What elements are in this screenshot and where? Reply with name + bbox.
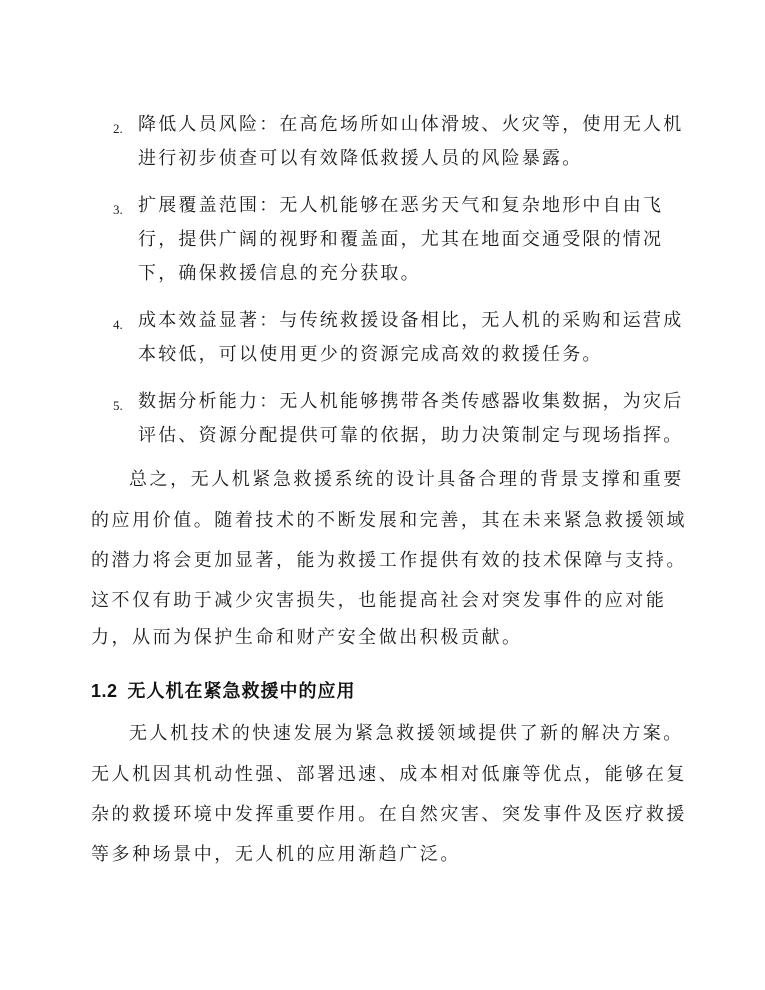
list-item-line: 行，提供广阔的视野和覆盖面，尤其在地面交通受限的情况 bbox=[138, 229, 664, 250]
list-item-number: 3. bbox=[113, 202, 123, 217]
list-item-line: 成本效益显著：与传统救援设备相比，无人机的采购和运营成 bbox=[138, 310, 684, 331]
paragraph-line: 杂的救援环境中发挥重要作用。在自然灾害、突发事件及医疗救援 bbox=[91, 804, 687, 825]
list-item-number: 4. bbox=[113, 317, 123, 332]
section-title: 无人机在紧急救援中的应用 bbox=[127, 681, 356, 702]
list-item-number: 2. bbox=[113, 121, 123, 136]
list-item-line: 扩展覆盖范围：无人机能够在恶劣天气和复杂地形中自由飞 bbox=[138, 195, 664, 216]
list-item-line: 评估、资源分配提供可靠的依据，助力决策制定与现场指挥。 bbox=[138, 425, 684, 446]
paragraph-line: 总之，无人机紧急救援系统的设计具备合理的背景支撑和重要 bbox=[129, 469, 684, 490]
paragraph-line: 无人机技术的快速发展为紧急救援领域提供了新的解决方案。 bbox=[129, 723, 684, 744]
list-item-number: 5. bbox=[113, 398, 123, 413]
paragraph-line: 力，从而为保护生命和财产安全做出积极贡献。 bbox=[91, 627, 523, 648]
paragraph-line: 的应用价值。随着技术的不断发展和完善，其在未来紧急救援领域 bbox=[91, 510, 687, 531]
paragraph-line: 等多种场景中，无人机的应用渐趋广泛。 bbox=[91, 844, 461, 865]
list-item-line: 降低人员风险：在高危场所如山体滑坡、火灾等，使用无人机 bbox=[138, 114, 684, 135]
paragraph-line: 无人机因其机动性强、部署迅速、成本相对低廉等优点，能够在复 bbox=[91, 764, 687, 785]
list-item-line: 进行初步侦查可以有效降低救援人员的风险暴露。 bbox=[138, 148, 583, 169]
section-number: 1.2 bbox=[91, 681, 118, 701]
list-item-line: 本较低，可以使用更少的资源完成高效的救援任务。 bbox=[138, 344, 603, 365]
section-heading bbox=[91, 679, 356, 704]
paragraph-line: 这不仅有助于减少灾害损失，也能提高社会对突发事件的应对能 bbox=[91, 590, 667, 611]
paragraph-line: 的潜力将会更加显著，能为救援工作提供有效的技术保障与支持。 bbox=[91, 550, 687, 571]
list-item-line: 下，确保救援信息的充分获取。 bbox=[138, 263, 421, 284]
list-item-line: 数据分析能力：无人机能够携带各类传感器收集数据，为灾后 bbox=[138, 391, 684, 412]
